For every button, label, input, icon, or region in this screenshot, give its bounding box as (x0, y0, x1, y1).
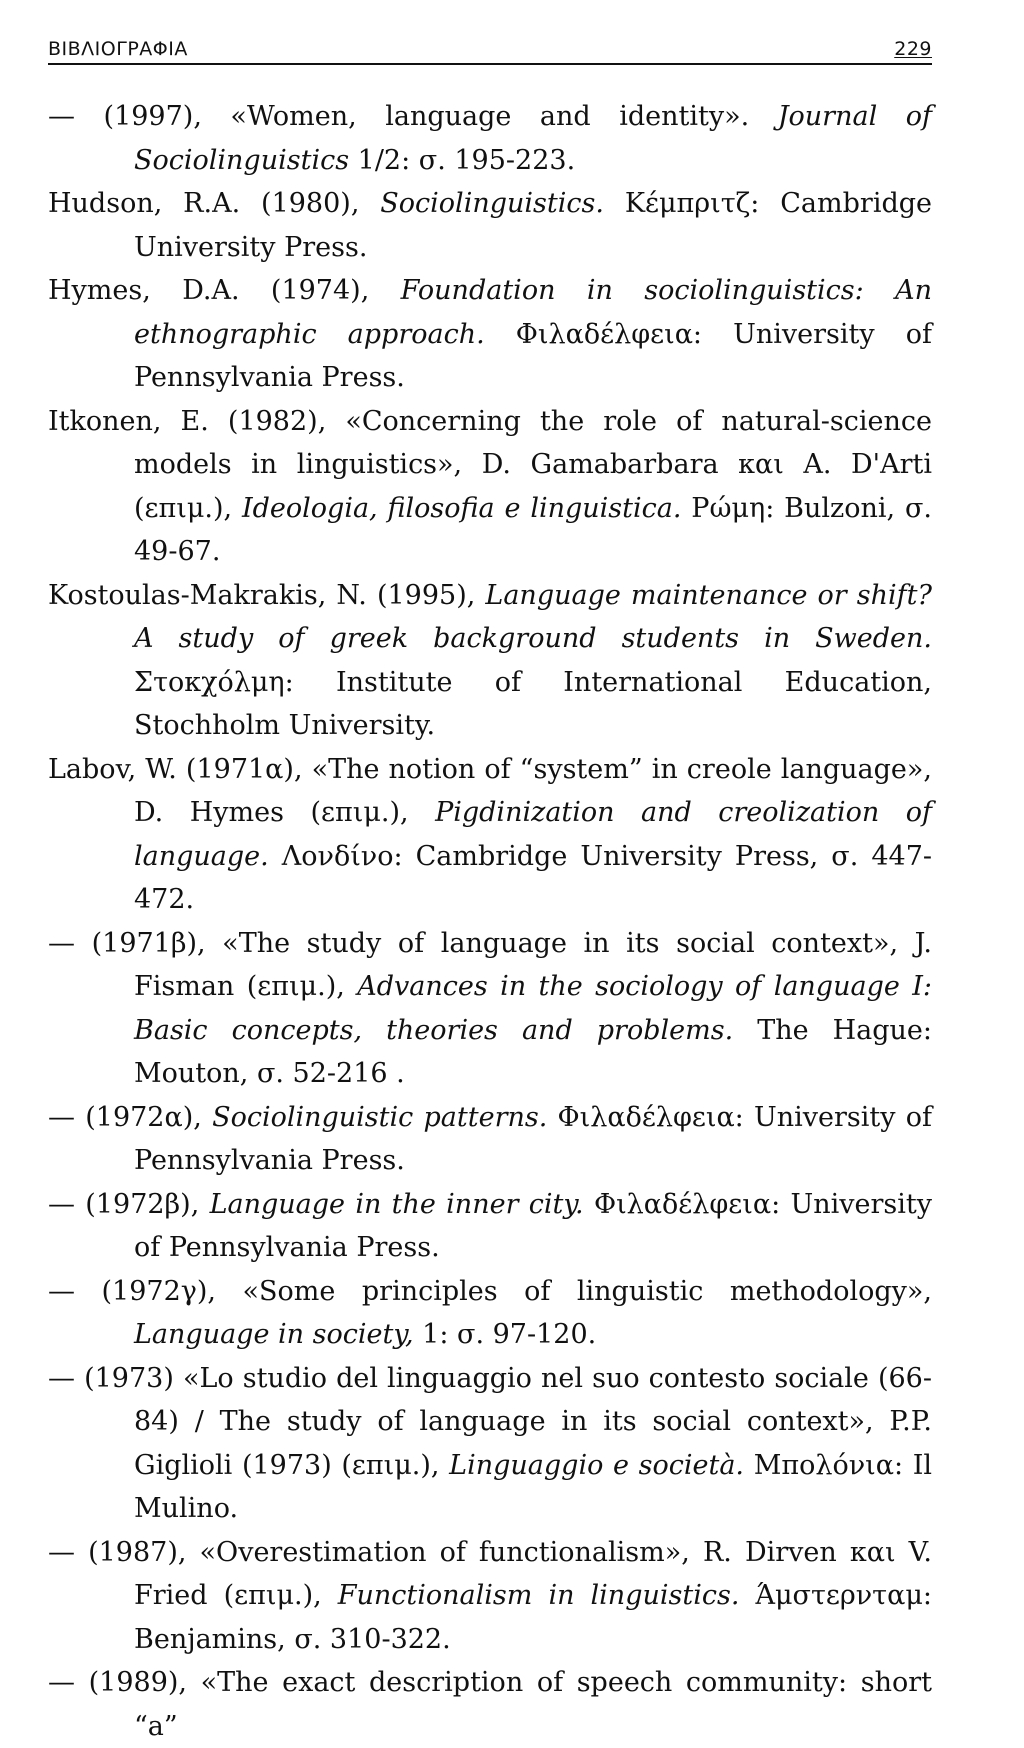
bibliography-entry: — (1972α), Sociolinguistic patterns. Φιλαδέλφεια: University of Pennsylvania Press. (48, 1101, 933, 1176)
bibliography-entry: — (1971β), «The study of language in its social context», J. Fisman (επιμ.), Advances in the sociology of language I: Basic concepts, theories and problems. The Hague: Mouton, σ. 52-216 . (48, 927, 933, 1089)
bibliography-entry: — (1989), «The exact description of speech community: short “a” (48, 1667, 932, 1742)
bibliography-entry: Labov, W. (1971α), «The notion of “system” in creole language», D. Hymes (επιμ.), Pigdinization and creolization of language. Λονδίνο: Cambridge University Press, σ. 447-472. (48, 753, 932, 915)
bibliography-list (48, 95, 932, 1748)
bibliography-entry: — (1997), «Women, language and identity». Journal of Sociolinguistics 1/2: σ. 195-223. (48, 101, 932, 176)
page-number: 229 (894, 38, 932, 60)
section-title: ΒΙΒΛΙΟΓΡΑΦΙΑ (48, 38, 188, 60)
bibliography-entry: Itkonen, E. (1982), «Concerning the role of natural-science models in linguistics», D. Gamabarbara και A. D'Arti (επιμ.), Ideologia, filosofia e linguistica. Ρώμη: Bulzoni, σ. 49-67. (48, 405, 932, 567)
bibliography-entry: — (1972γ), «Some principles of linguistic methodology», Language in society, 1: σ. 97-120. (48, 1275, 932, 1350)
bibliography-entry: Hymes, D.A. (1974), Foundation in sociolinguistics: An ethnographic approach. Φιλαδέλφεια: University of Pennsylvania Press. (48, 275, 932, 393)
running-head (48, 34, 932, 65)
bibliography-entry: Hudson, R.A. (1980), Sociolinguistics. Κέμπριτζ: Cambridge University Press. (48, 188, 932, 263)
bibliography-entry: — (1987), «Overestimation of functionalism», R. Dirven και V. Fried (επιμ.), Functionalism in linguistics. Άμστερνταμ: Benjamins, σ. 310-322. (48, 1536, 932, 1655)
bibliography-entry: — (1972β), Language in the inner city. Φιλαδέλφεια: University of Pennsylvania Press. (48, 1188, 932, 1263)
bibliography-entry: — (1973) «Lo studio del linguaggio nel suo contesto sociale (66-84) / The study of language in its social context», P.P. Giglioli (1973) (επιμ.), Linguaggio e società. Μπολόνια: Il Mulino. (48, 1362, 933, 1524)
bibliography-entry: Kostoulas-Makrakis, N. (1995), Language maintenance or shift? A study of greek background students in Sweden. Στοκχόλμη: Institute of International Education, Stochholm University. (48, 579, 932, 741)
